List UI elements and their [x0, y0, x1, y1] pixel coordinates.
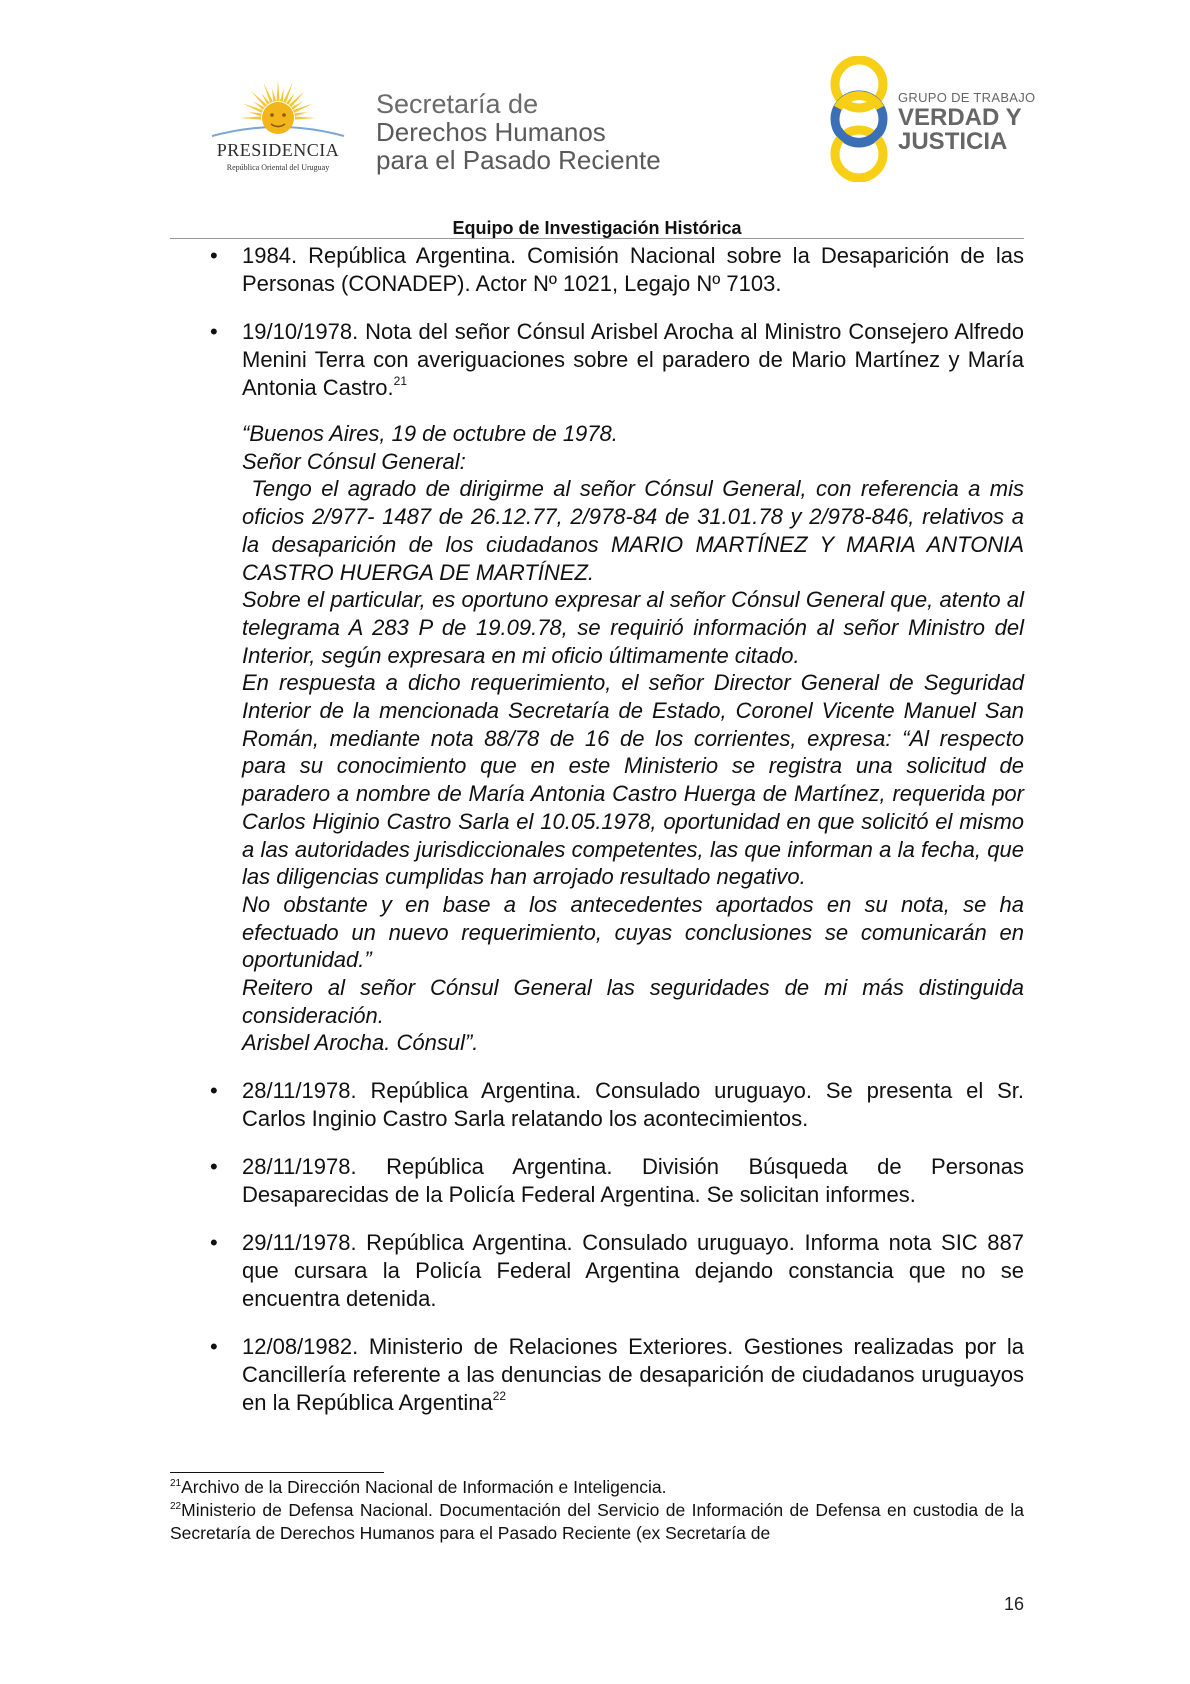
quote-line: “Buenos Aires, 19 de octubre de 1978.	[242, 421, 618, 446]
presidencia-subtitle: República Oriental del Uruguay	[226, 163, 330, 172]
footnote-divider	[170, 1472, 384, 1473]
header-divider	[170, 238, 1024, 239]
bullet-icon: •	[210, 243, 218, 268]
bullet-icon: •	[210, 1334, 218, 1360]
sun-ray	[272, 89, 276, 102]
sun-ray	[240, 116, 261, 119]
sun-ray	[294, 112, 307, 116]
sun-ray	[249, 112, 262, 116]
bullet-icon: •	[210, 1230, 218, 1256]
footnote-ref[interactable]: 21	[393, 374, 407, 388]
bullet-icon: •	[210, 319, 218, 344]
quote-signature: Arisbel Arocha. Cónsul”.	[242, 1030, 479, 1056]
secretaria-line1: Secretaría de	[376, 89, 539, 119]
list-item-text: 28/11/1978. República Argentina. Consulado uruguayo. Se presenta el Sr. Carlos Inginio Castro Sarla relatando los acontecimientos.	[242, 1078, 1024, 1132]
list-item	[170, 318, 1024, 402]
quote-paragraph: Reitero al señor Cónsul General las seguridades de mi más distinguida consideración.	[242, 975, 1024, 1028]
footnote-text: Ministerio de Defensa Nacional. Documentación del Servicio de Información de Defensa en custodia de la Secretaría de Derechos Humanos para el Pasado Reciente (ex Secretaría de	[170, 1500, 1024, 1543]
interlocked-rings-icon	[822, 56, 896, 182]
secretaria-title	[376, 90, 661, 174]
footnote	[170, 1476, 1024, 1499]
list-item	[170, 1077, 1024, 1133]
gtvj-line2: VERDAD Y	[898, 104, 1022, 131]
sun-ray	[280, 89, 284, 102]
quote-paragraph: En respuesta a dicho requerimiento, el señor Director General de Seguridad Interior de la mencionada Secretaría de Estado, Coronel Vicente Manuel San Román, mediante nota 88/78 de 16 de los corrientes, expresa: “Al respecto para su conocimiento que en este Ministerio se registra una solicitud de paradero a nombre de María Antonia Castro Huerga de Martínez, requerida por Carlos Higinio Castro Sarla el 10.05.1978, oportunidad en que solicitó el mismo a las autoridades jurisdiccionales competentes, las que informan a la fecha, que las diligencias cumplidas han arrojado resultado negativo.	[242, 670, 1024, 890]
page-number: 16	[1003, 1594, 1024, 1614]
secretaria-line2: Derechos Humanos	[376, 117, 606, 147]
list-item	[170, 1333, 1024, 1417]
document-body	[170, 242, 1031, 1437]
verdad-justicia-logo	[822, 56, 1036, 182]
presidencia-name: PRESIDENCIA	[216, 140, 340, 160]
list-item-text: 12/08/1982. Ministerio de Relaciones Exteriores. Gestiones realizadas por la Cancillería referente a las denuncias de desaparición de ciudadanos uruguayos en la República Argentina	[242, 1334, 1024, 1416]
quoted-letter	[170, 420, 1031, 1057]
quote-paragraph: Tengo el agrado de dirigirme al señor Cónsul General, con referencia a mis oficios 2/977- 1487 de 26.12.77, 2/978-84 de 31.01.78 y 2/978-846, relativos a la desaparición de los ciudadanos MARIO MARTÍNEZ Y MARIA ANTONIA CASTRO HUERGA DE MARTÍNEZ.	[242, 476, 1031, 585]
list-item	[170, 1229, 1024, 1313]
gtvj-line1: GRUPO DE TRABAJO	[898, 90, 1036, 105]
sun-ray	[295, 116, 316, 119]
footnote-ref[interactable]: 22	[492, 1389, 507, 1404]
secretaria-line3: para el Pasado Reciente	[376, 145, 661, 175]
list-item-text: 19/10/1978. Nota del señor Cónsul Arisbel Arocha al Ministro Consejero Alfredo Menini Terra con averiguaciones sobre el paradero de Mario Martínez y María Antonia Castro.	[242, 319, 1024, 400]
footnote	[170, 1499, 1024, 1545]
footnotes	[170, 1476, 1024, 1545]
bullet-icon: •	[210, 1078, 218, 1104]
sun-ray	[276, 80, 279, 101]
bullet-icon: •	[210, 1154, 218, 1180]
list-item	[170, 242, 1024, 298]
footnote-number: 21	[170, 1478, 182, 1489]
footnote-number: 22	[170, 1501, 182, 1512]
quote-paragraph: No obstante y en base a los antecedentes aportados en su nota, se ha efectuado un nuevo requerimiento, cuyas conclusiones se comunicarán en oportunidad.”	[242, 891, 1024, 973]
quote-line: Señor Cónsul General:	[242, 448, 466, 474]
list-item-text: 28/11/1978. República Argentina. División Búsqueda de Personas Desaparecidas de la Policía Federal Argentina. Se solicitan informes.	[242, 1154, 1024, 1208]
presidencia-logo	[198, 78, 358, 178]
list-item-text: 1984. República Argentina. Comisión Nacional sobre la Desaparición de las Personas (CONADEP). Actor Nº 1021, Legajo Nº 7103.	[242, 243, 1024, 296]
team-heading: Equipo de Investigación Histórica	[452, 218, 742, 238]
footnote-text: Archivo de la Dirección Nacional de Información e Inteligencia.	[181, 1477, 667, 1497]
list-item-text: 29/11/1978. República Argentina. Consulado uruguayo. Informa nota SIC 887 que cursara la Policía Federal Argentina dejando constancia que no se encuentra detenida.	[242, 1230, 1024, 1312]
quote-paragraph: Sobre el particular, es oportuno expresar al señor Cónsul General que, atento al telegrama A 283 P de 19.09.78, se requirió información al señor Ministro del Interior, según expresara en mi oficio últimamente citado.	[242, 587, 1024, 668]
sun-of-may-icon	[198, 78, 358, 140]
list-item	[170, 1153, 1024, 1209]
gtvj-line3: JUSTICIA	[898, 128, 1008, 155]
